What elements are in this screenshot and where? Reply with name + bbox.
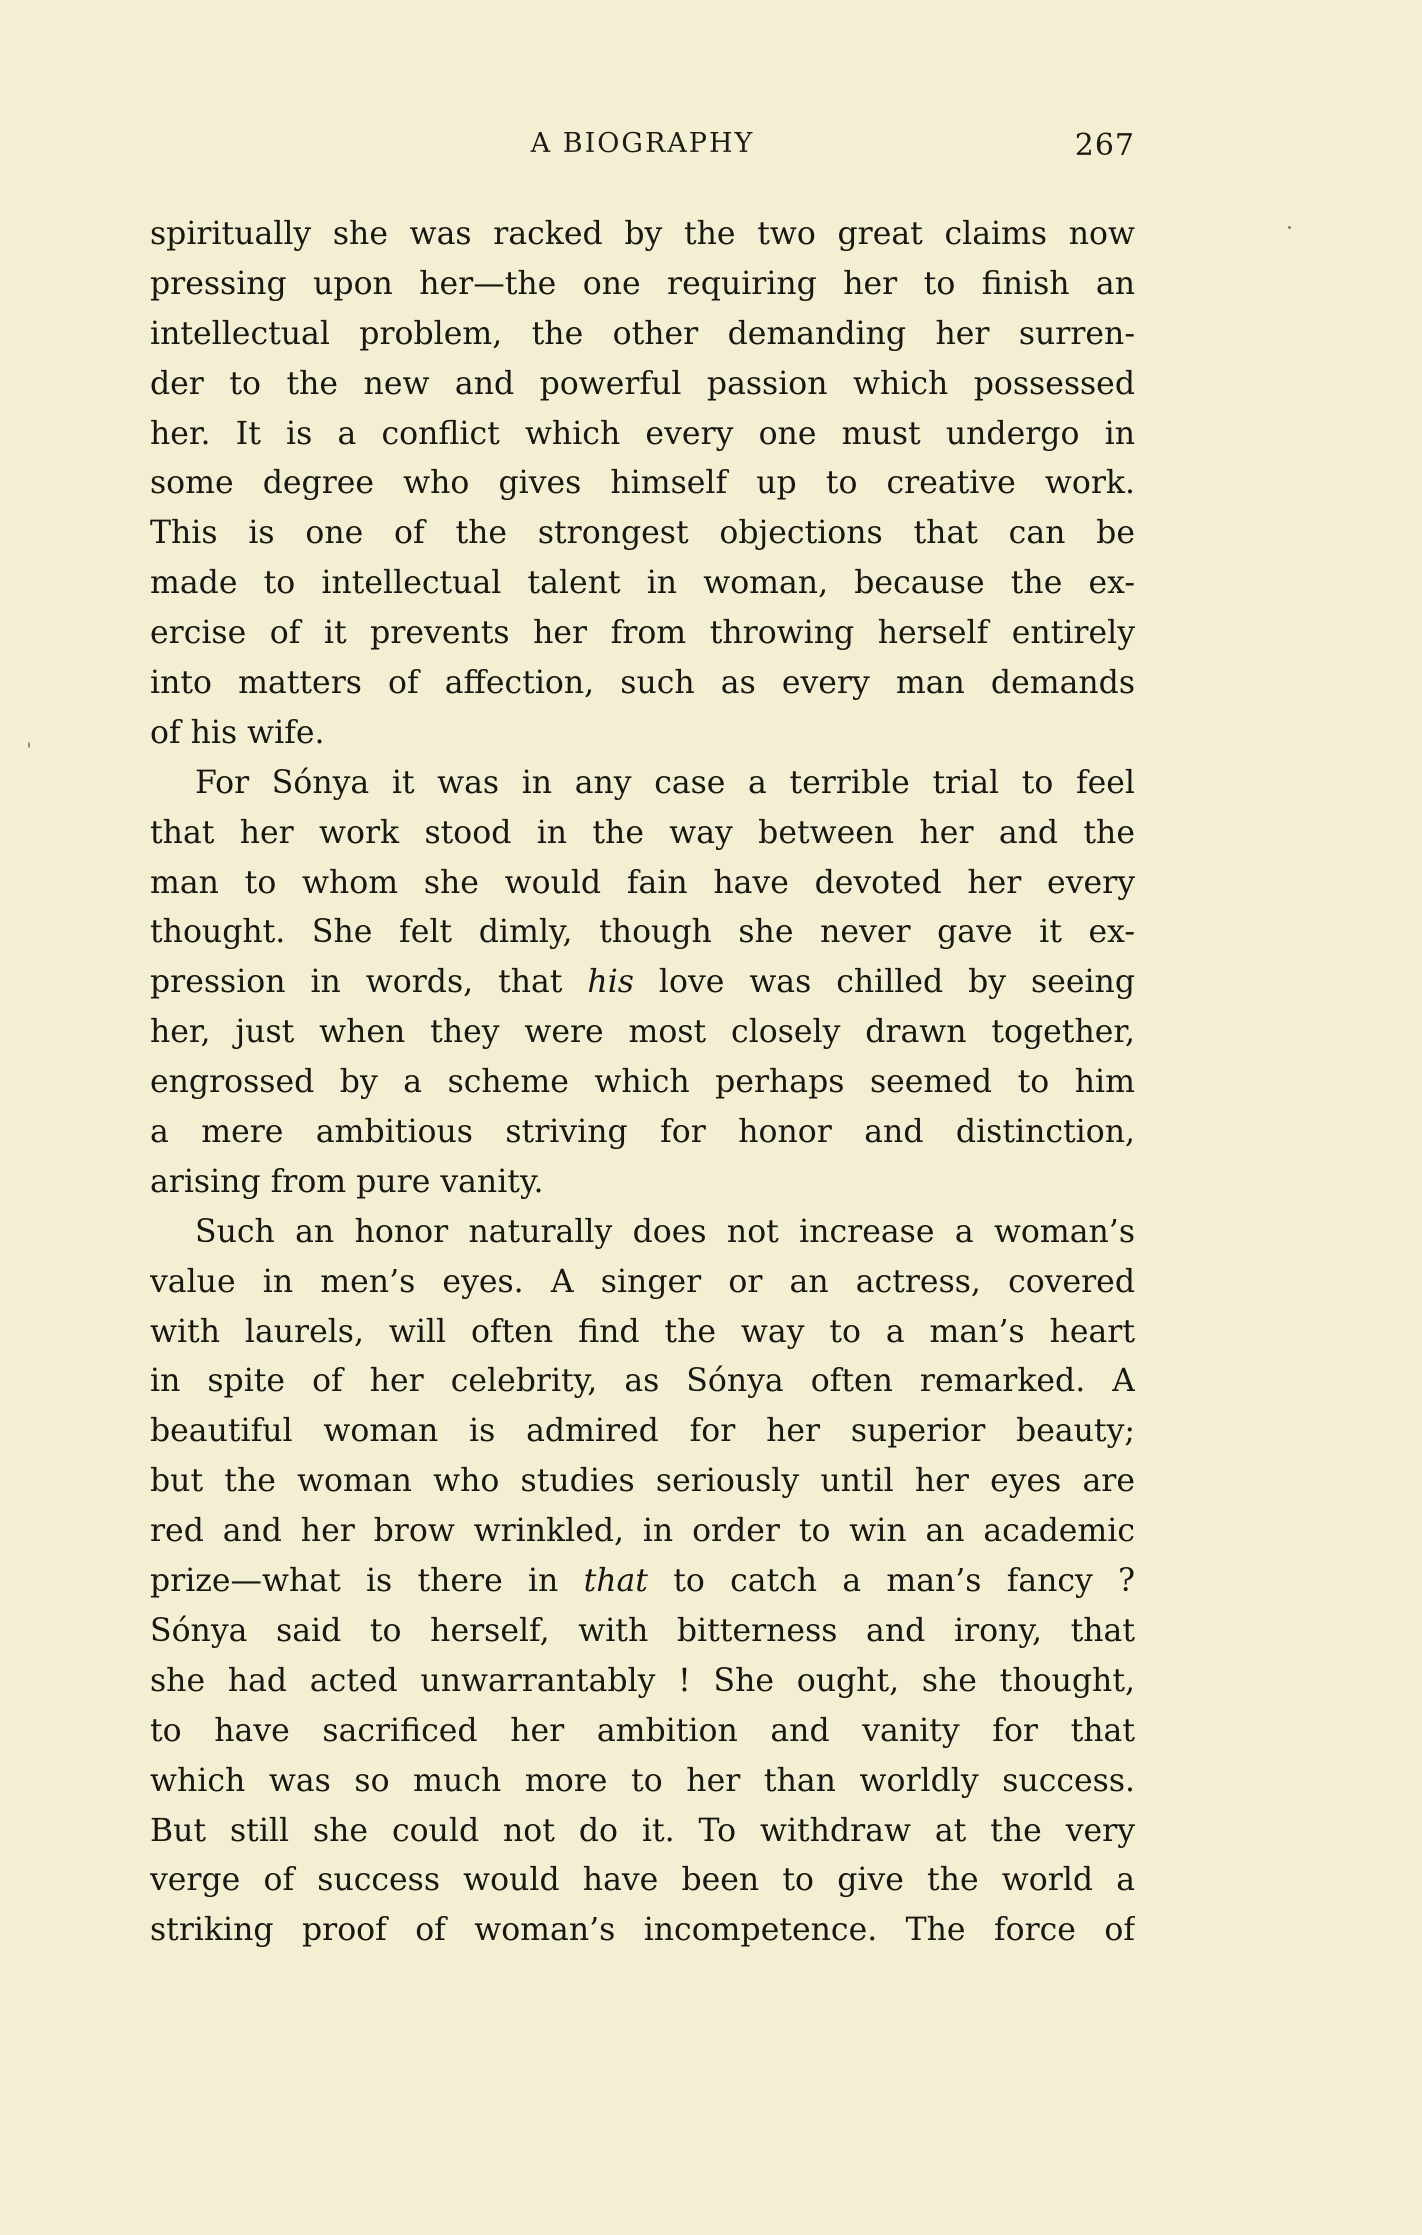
- text-line: with laurels, will often find the way to a man’s heart: [150, 1313, 1135, 1350]
- italic-word: that: [583, 1563, 648, 1600]
- print-speck: [1288, 226, 1291, 229]
- text-line: to have sacrificed her ambition and vanity for that: [150, 1712, 1135, 1749]
- italic-word: his: [587, 964, 634, 1001]
- text-line: man to whom she would fain have devoted her every: [150, 864, 1135, 901]
- text-line: Such an honor naturally does not increase a woman’s: [195, 1213, 1135, 1250]
- text-line: her. It is a conflict which every one must undergo in: [150, 415, 1135, 452]
- text-line: of his wife.: [150, 714, 325, 751]
- text-line: arising from pure vanity.: [150, 1163, 544, 1200]
- body-text: [150, 210, 1135, 1956]
- text-segment: pression in words, that: [150, 964, 588, 1001]
- text-line: pressing upon her—the one requiring her to finish an: [150, 265, 1135, 302]
- print-speck: [28, 742, 30, 748]
- text-line: into matters of affection, such as every man demands: [150, 665, 1135, 702]
- running-head: [150, 128, 1135, 176]
- text-line: that her work stood in the way between her and the: [150, 814, 1135, 851]
- text-line: striking proof of woman’s incompetence. The force of: [150, 1912, 1135, 1949]
- text-line: value in men’s eyes. A singer or an actress, covered: [150, 1263, 1135, 1300]
- text-line: But still she could not do it. To withdraw at the very: [150, 1812, 1135, 1849]
- text-line: engrossed by a scheme which perhaps seemed to him: [150, 1064, 1135, 1101]
- text-line: made to intellectual talent in woman, because the ex-: [150, 565, 1135, 602]
- text-line: This is one of the strongest objections that can be: [150, 515, 1135, 552]
- text-line: thought. She felt dimly, though she never gave it ex-: [150, 914, 1135, 951]
- text-line: verge of success would have been to give the world a: [150, 1862, 1135, 1899]
- page-number: 267: [1074, 128, 1135, 163]
- text-line: [150, 958, 1135, 1008]
- text-line: red and her brow wrinkled, in order to win an academic: [150, 1513, 1135, 1550]
- text-line: der to the new and powerful passion which possessed: [150, 365, 1135, 402]
- text-line: which was so much more to her than worldly success.: [150, 1762, 1135, 1799]
- text-line: intellectual problem, the other demanding her surren-: [150, 315, 1135, 352]
- text-line: in spite of her celebrity, as Sónya often remarked. A: [150, 1363, 1135, 1400]
- text-segment: prize—what is there in: [150, 1563, 584, 1600]
- text-line: ercise of it prevents her from throwing herself entirely: [150, 615, 1135, 652]
- text-line: some degree who gives himself up to creative work.: [150, 465, 1135, 502]
- text-segment: to catch a man’s fancy ?: [647, 1563, 1135, 1600]
- text-line: but the woman who studies seriously until her eyes are: [150, 1463, 1135, 1500]
- text-line: beautiful woman is admired for her superior beauty;: [150, 1413, 1135, 1450]
- text-segment: love was chilled by seeing: [633, 964, 1135, 1001]
- running-title: A BIOGRAPHY: [530, 128, 755, 159]
- text-line: a mere ambitious striving for honor and distinction,: [150, 1114, 1135, 1151]
- text-line: [150, 1557, 1135, 1607]
- text-line: Sónya said to herself, with bitterness and irony, that: [150, 1612, 1135, 1649]
- text-line: she had acted unwarrantably ! She ought, she thought,: [150, 1662, 1135, 1699]
- text-line: spiritually she was racked by the two great claims now: [150, 216, 1135, 252]
- text-line: For Sónya it was in any case a terrible trial to feel: [195, 764, 1135, 801]
- text-line: her, just when they were most closely drawn together,: [150, 1014, 1135, 1051]
